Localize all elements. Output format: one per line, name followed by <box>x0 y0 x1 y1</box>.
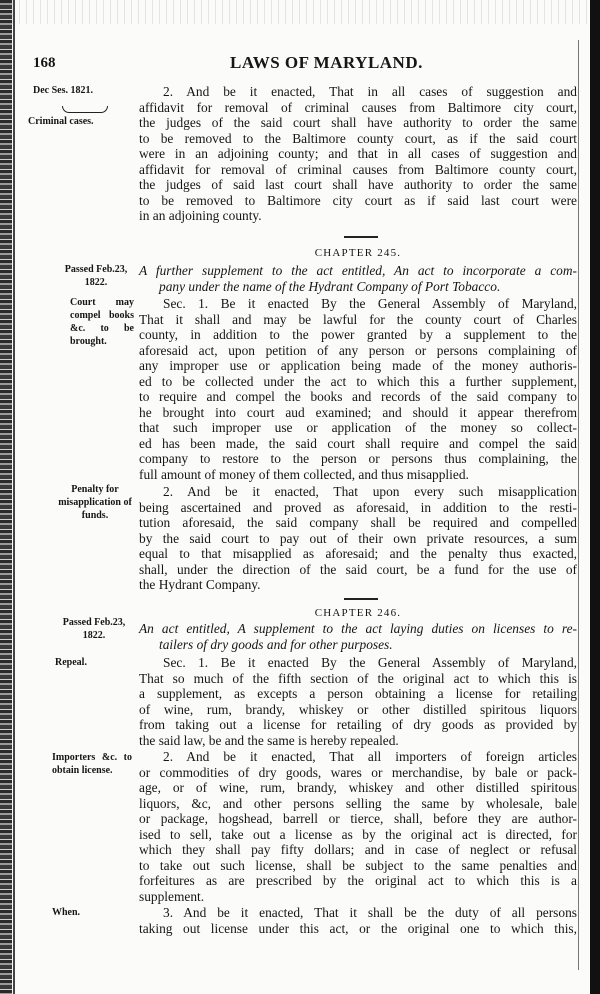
text-line: that such improper use or application of the money so collect- <box>139 420 577 436</box>
text-line: ed has been made, the said court shall require and compel the said <box>139 435 577 451</box>
text-line: ed to be collected under the act to which this a further supplement, <box>139 373 577 389</box>
text-line: pany under the name of the Hydrant Company of Port Tobacco. <box>159 278 501 294</box>
text-line: he brought into court aud examined; and should it appear therefrom <box>139 404 577 420</box>
chapter-246-title <box>139 621 577 652</box>
text-line: aforesaid act, upon petition of any person or persons complaining of <box>139 342 577 358</box>
chapter-divider <box>344 236 378 238</box>
text-line: were in an adjoining county; and that in all cases of suggestion and <box>139 146 577 162</box>
text-line: affidavit for removal of criminal causes from Baltimore city court, <box>139 99 577 115</box>
text-line: or commodities of dry goods, wares or merchandise, by bale or pack- <box>139 764 577 780</box>
margin-note-criminal-cases: Criminal cases. <box>28 116 94 127</box>
chapter-245-heading: CHAPTER 245. <box>314 247 402 259</box>
text-line: equal to that misapplied as aforesaid; and the penalty thus exacted, <box>139 546 577 562</box>
text-line: the judges of said last court shall have authority to order the same <box>139 177 577 193</box>
text-line: county, in addition to the power granted by a supplement to the <box>139 327 577 343</box>
text-line: which they shall pay fifty dollars; and in case of neglect or refusal <box>139 842 577 858</box>
text-line: 2. And be it enacted, That upon every such misapplication <box>163 484 577 499</box>
text-line: supplement. <box>139 888 205 904</box>
margin-note-passed-246: Passed Feb.23, 1822. <box>62 617 126 641</box>
text-line: ised to sell, take out a license as by the original act is directed, for <box>139 826 577 842</box>
text-line: That so much of the fifth section of the original act to which this is <box>139 670 577 686</box>
chapter-245-title <box>139 263 577 294</box>
text-line: of wine, rum, brandy, whiskey or other distilled spiritous liquors <box>139 701 577 717</box>
section-2-criminal-cases <box>139 84 577 224</box>
text-line: taking out license under this act, or the original one to which this, <box>139 920 577 936</box>
chapter-245-section-1 <box>139 296 577 483</box>
text-line: to take out such license, shall be subject to the same penalties and <box>139 857 577 873</box>
text-line: tailers of dry goods and for other purposes. <box>159 636 393 652</box>
chapter-divider <box>344 598 378 600</box>
margin-note-importers: Importers &c. to obtain license. <box>52 752 132 776</box>
scan-left-edge <box>0 0 12 994</box>
text-line: A further supplement to the act entitled, An act to incorporate a com- <box>139 263 577 278</box>
margin-note-repeal: Repeal. <box>55 657 87 668</box>
chapter-246-section-1 <box>139 655 577 748</box>
text-line: being ascertained and proved as aforesaid, in addition to the resti- <box>139 499 577 515</box>
scan-right-edge <box>590 0 600 994</box>
text-line: from taking out a license for retailing of dry goods as provided by <box>139 717 577 733</box>
brace-mark <box>62 106 108 113</box>
text-line: age, or of wine, rum, brandy, whiskey and other distilled spiritous <box>139 780 577 796</box>
text-line: the Hydrant Company. <box>139 577 261 593</box>
margin-note-when: When. <box>52 907 81 918</box>
margin-note-penalty: Penalty for misapplication of funds. <box>58 484 132 521</box>
text-line: That it shall and may be lawful for the county court of Charles <box>139 311 577 327</box>
text-line: An act entitled, A supplement to the act laying duties on licenses to re- <box>139 621 577 636</box>
text-line: to be removed to Baltimore city court as if said last court were <box>139 192 577 208</box>
text-line: Sec. 1. Be it enacted By the General Assembly of Maryland, <box>163 296 577 311</box>
text-line: the said law, be and the same is hereby repealed. <box>139 732 399 748</box>
text-line: Sec. 1. Be it enacted By the General Assembly of Maryland, <box>163 655 577 670</box>
text-line: company to restore to the person or persons thus complaining, the <box>139 451 577 467</box>
chapter-246-section-3 <box>139 905 577 936</box>
text-line: 3. And be it enacted, That it shall be the duty of all persons <box>163 905 577 920</box>
text-line: full amount of money of them collected, and thus misapplied. <box>139 467 469 483</box>
page-gutter-line <box>578 40 579 970</box>
margin-note-session: Dec Ses. 1821. <box>33 85 93 96</box>
chapter-246-heading: CHAPTER 246. <box>314 607 402 619</box>
text-line: or package, hogshead, barrell or tierce, shall, before they are author- <box>139 811 577 827</box>
text-line: by the said court to pay out of their own private resources, a sum <box>139 530 577 546</box>
text-line: any improper use or application being made of the money authoris- <box>139 358 577 374</box>
text-line: the judges of the said court shall have authority to order the same <box>139 115 577 131</box>
text-line: to be removed to the Baltimore county court, as if the said court <box>139 130 577 146</box>
scan-left-border <box>13 0 15 994</box>
text-line: shall, under the direction of the said court, be a fund for the use of <box>139 561 577 577</box>
running-head: LAWS OF MARYLAND. <box>230 53 423 72</box>
text-line: a supplement, as excepts a person obtaining a license for retailing <box>139 686 577 702</box>
text-line: forfeitures as are prescribed by the original act to which this is a <box>139 873 577 889</box>
chapter-245-section-2 <box>139 484 577 593</box>
margin-note-passed-245: Passed Feb.23, 1822. <box>64 264 128 288</box>
text-line: affidavit for removal of criminal causes from Baltimore county court, <box>139 161 577 177</box>
text-line: 2. And be it enacted, That all importers of foreign articles <box>163 749 577 764</box>
text-line: liquors, &c, and other persons selling the same by wholesale, bale <box>139 795 577 811</box>
text-line: tution aforesaid, the said company shall be required and compelled <box>139 515 577 531</box>
page-number: 168 <box>33 55 56 71</box>
scan-top-noise <box>12 0 592 24</box>
text-line: in an adjoining county. <box>139 208 262 224</box>
margin-note-court-may-compel: Court may compel books &c. to be brought. <box>70 297 134 347</box>
text-line: 2. And be it enacted, That in all cases of suggestion and <box>163 84 577 99</box>
text-line: to require and compel the books and records of the said company to <box>139 389 577 405</box>
chapter-246-section-2 <box>139 749 577 904</box>
